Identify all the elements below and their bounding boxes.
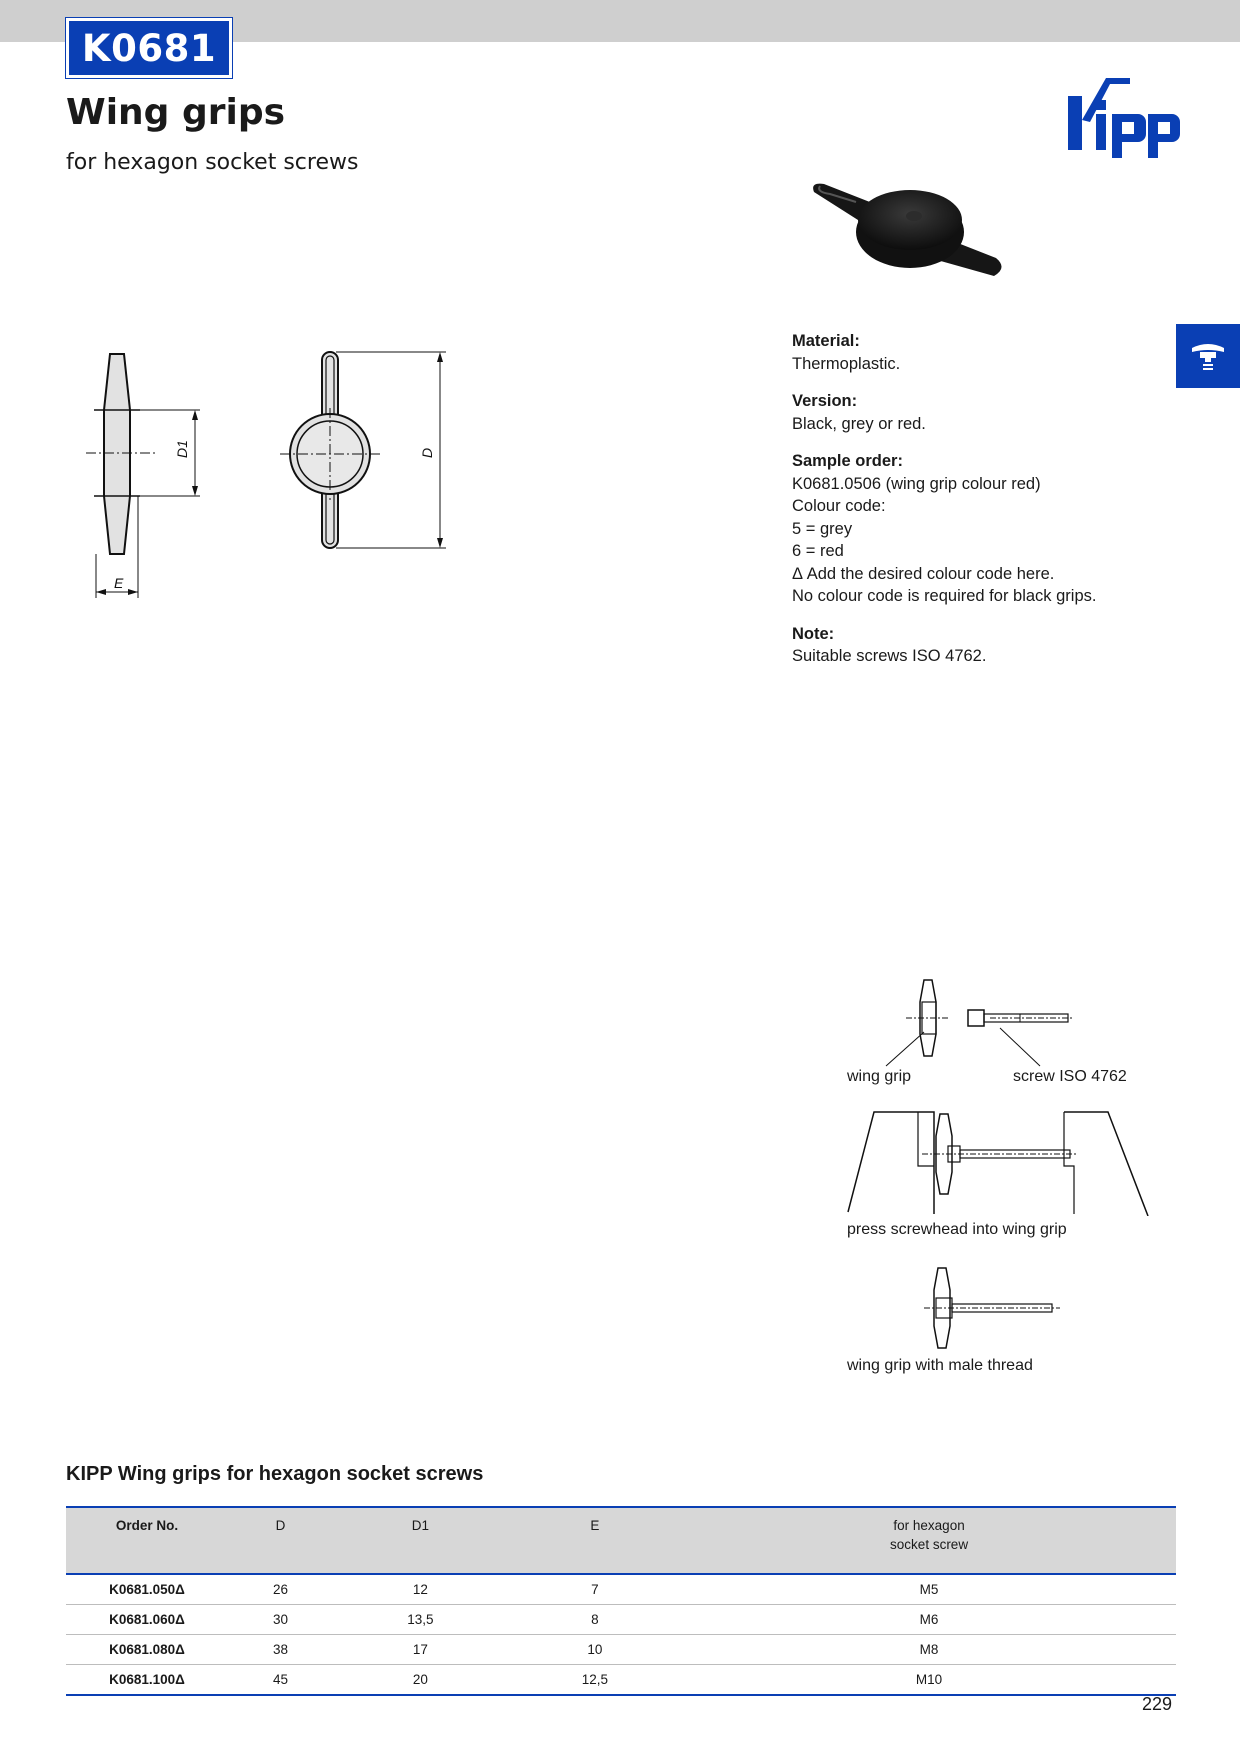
header-screw: for hexagon socket screw	[682, 1507, 1176, 1574]
spec-sample-order: Sample order: K0681.0506 (wing grip colour red) Colour code: 5 = grey 6 = red Δ Add the desired colour code here. No colour code is required for black grips.	[792, 452, 1097, 605]
label-wing-grip: wing grip	[847, 1068, 912, 1085]
assembly-diagram-3	[920, 1264, 1070, 1354]
table-row: K0681.080Δ 38 17 10 M8	[66, 1635, 1176, 1665]
kipp-logo	[1066, 74, 1180, 160]
assembly-diagram-1	[840, 972, 1100, 1072]
page-number: 229	[1142, 1694, 1173, 1714]
e-label: E	[114, 575, 124, 591]
label-screw: screw ISO 4762	[1013, 1068, 1127, 1085]
category-tab	[1176, 324, 1240, 388]
header-d: D	[228, 1507, 333, 1574]
header-order-no: Order No.	[66, 1507, 228, 1574]
table-row: K0681.100Δ 45 20 12,5 M10	[66, 1665, 1176, 1696]
wing-grip-product-photo	[810, 172, 1010, 292]
front-view-drawing	[270, 340, 460, 570]
table-row: K0681.050Δ 26 12 7 M5	[66, 1574, 1176, 1605]
page-title: Wing grips	[66, 92, 286, 133]
page-subtitle: for hexagon socket screws	[66, 150, 359, 175]
table-title: KIPP Wing grips for hexagon socket screws	[66, 1463, 484, 1485]
spec-material: Material: Thermoplastic.	[792, 332, 901, 373]
spec-note: Note: Suitable screws ISO 4762.	[792, 624, 987, 665]
header-e: E	[508, 1507, 683, 1574]
header-d1: D1	[333, 1507, 508, 1574]
specifications	[792, 330, 1172, 683]
product-code-badge: K0681	[66, 18, 232, 78]
d1-label: D1	[174, 440, 190, 458]
table-header-row	[66, 1507, 1176, 1574]
table-row: K0681.060Δ 30 13,5 8 M6	[66, 1605, 1176, 1635]
label-male-thread: wing grip with male thread	[847, 1357, 1033, 1374]
label-press-screwhead: press screwhead into wing grip	[847, 1221, 1067, 1238]
side-view-drawing	[80, 340, 220, 610]
d-label: D	[419, 447, 435, 458]
wing-grip-category-icon	[1188, 336, 1228, 376]
dimensions-table	[66, 1506, 1176, 1696]
spec-version: Version: Black, grey or red.	[792, 392, 926, 433]
assembly-diagram-2	[846, 1106, 1156, 1216]
